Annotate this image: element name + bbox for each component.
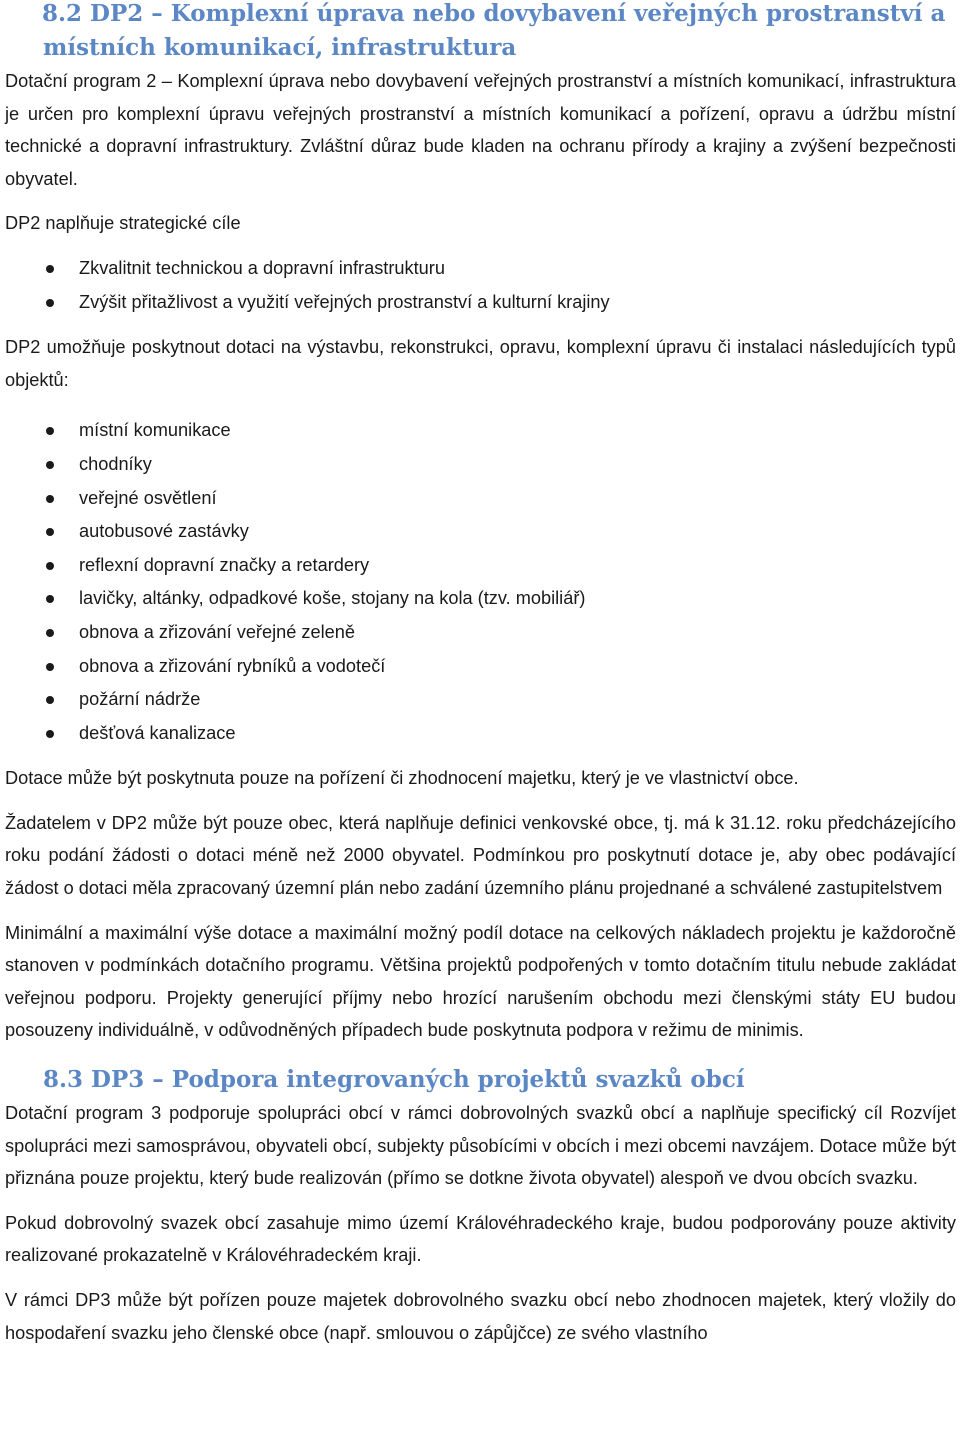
paragraph-dp2-intro: Dotační program 2 – Komplexní úprava nebo dovybavení veřejných prostranství a místních komunikací, infrastruktura je určen pro komplexní úpravu veřejných prostranství a místních komunikací a pořízení, opravu a údržbu místní technické a dopravní infrastruktury. Zvláštní důraz bude kladen na ochranu přírody a krajiny a zvýšení bezpečnosti obyvatel. <box>5 71 956 189</box>
paragraph-property: V rámci DP3 může být pořízen pouze majetek dobrovolného svazku obcí nebo zhodnocen majetek, který vložily do hospodaření svazku jeho členské obce (např. smlouvou o zápůjčce) ze svého vlastního <box>5 1290 956 1343</box>
list-item: veřejné osvětlení <box>5 482 956 516</box>
bullet-icon <box>46 495 54 503</box>
bullet-icon <box>46 696 54 704</box>
section-heading-8-2: 8.2 DP2 – Komplexní úprava nebo dovybavení veřejných prostranství a místních komunikací, infrastruktura <box>42 0 946 61</box>
goals-list <box>5 252 956 319</box>
bullet-icon <box>46 595 54 603</box>
bullet-icon <box>46 562 54 570</box>
list-item: obnova a zřizování rybníků a vodotečí <box>5 650 956 684</box>
objects-list <box>5 414 956 750</box>
bullet-icon <box>46 663 54 671</box>
list-item: požární nádrže <box>5 683 956 717</box>
list-item: Zkvalitnit technickou a dopravní infrastrukturu <box>5 252 956 286</box>
list-item: reflexní dopravní značky a retardery <box>5 549 956 583</box>
list-item: místní komunikace <box>5 414 956 448</box>
paragraph-dp3-intro: Dotační program 3 podporuje spolupráci obcí v rámci dobrovolných svazků obcí a naplňuje specifický cíl Rozvíjet spolupráci mezi samosprávou, obyvateli obcí, subjekty působícími v obcích i mezi obcemi navzájem. Dotace může být přiznána pouze projektu, který bude realizován (přímo se dotkne života obyvatel) alespoň ve dvou obcích svazku. <box>5 1103 956 1189</box>
bullet-icon <box>46 299 54 307</box>
list-item: Zvýšit přitažlivost a využití veřejných prostranství a kulturní krajiny <box>5 286 956 320</box>
bullet-icon <box>46 730 54 738</box>
section-heading-8-3: 8.3 DP3 – Podpora integrovaných projektů svazků obcí <box>43 1066 745 1094</box>
paragraph-objects-lead: DP2 umožňuje poskytnout dotaci na výstavbu, rekonstrukci, opravu, komplexní úpravu či instalaci následujících typů objektů: <box>5 337 956 390</box>
list-item: dešťová kanalizace <box>5 717 956 751</box>
list-item: chodníky <box>5 448 956 482</box>
bullet-icon <box>46 629 54 637</box>
list-item: obnova a zřizování veřejné zeleně <box>5 616 956 650</box>
paragraph-goals-lead: DP2 naplňuje strategické cíle <box>5 213 241 234</box>
list-item: autobusové zastávky <box>5 515 956 549</box>
bullet-icon <box>46 528 54 536</box>
bullet-icon <box>46 265 54 273</box>
paragraph-ownership: Dotace může být poskytnuta pouze na pořízení či zhodnocení majetku, který je ve vlastnictví obce. <box>5 768 799 789</box>
list-item: lavičky, altánky, odpadkové koše, stojany na kola (tzv. mobiliář) <box>5 582 956 616</box>
bullet-icon <box>46 427 54 435</box>
bullet-icon <box>46 461 54 469</box>
paragraph-amounts: Minimální a maximální výše dotace a maximální možný podíl dotace na celkových nákladech projektu je každoročně stanoven v podmínkách dotačního programu. Většina projektů podpořených v tomto dotačním titulu nebude zakládat veřejnou podporu. Projekty generující příjmy nebo hrozící narušením obchodu mezi členskými státy EU budou posouzeny individuálně, v odůvodněných případech bude poskytnuta podpora v režimu de minimis. <box>5 922 956 1041</box>
paragraph-applicant: Žadatelem v DP2 může být pouze obec, která naplňuje definici venkovské obce, tj. má k 31.12. roku předcházejícího roku podání žádosti o dotaci méně než 2000 obyvatel. Podmínkou pro poskytnutí dotace je, aby obec podávající žádost o dotaci měla zpracovaný územní plán nebo zadání územního plánu projednané a schválené zastupitelstvem <box>5 812 956 899</box>
paragraph-territory: Pokud dobrovolný svazek obcí zasahuje mimo území Královéhradeckého kraje, budou podporovány pouze aktivity realizované prokazatelně v Královéhradeckém kraji. <box>5 1212 956 1266</box>
